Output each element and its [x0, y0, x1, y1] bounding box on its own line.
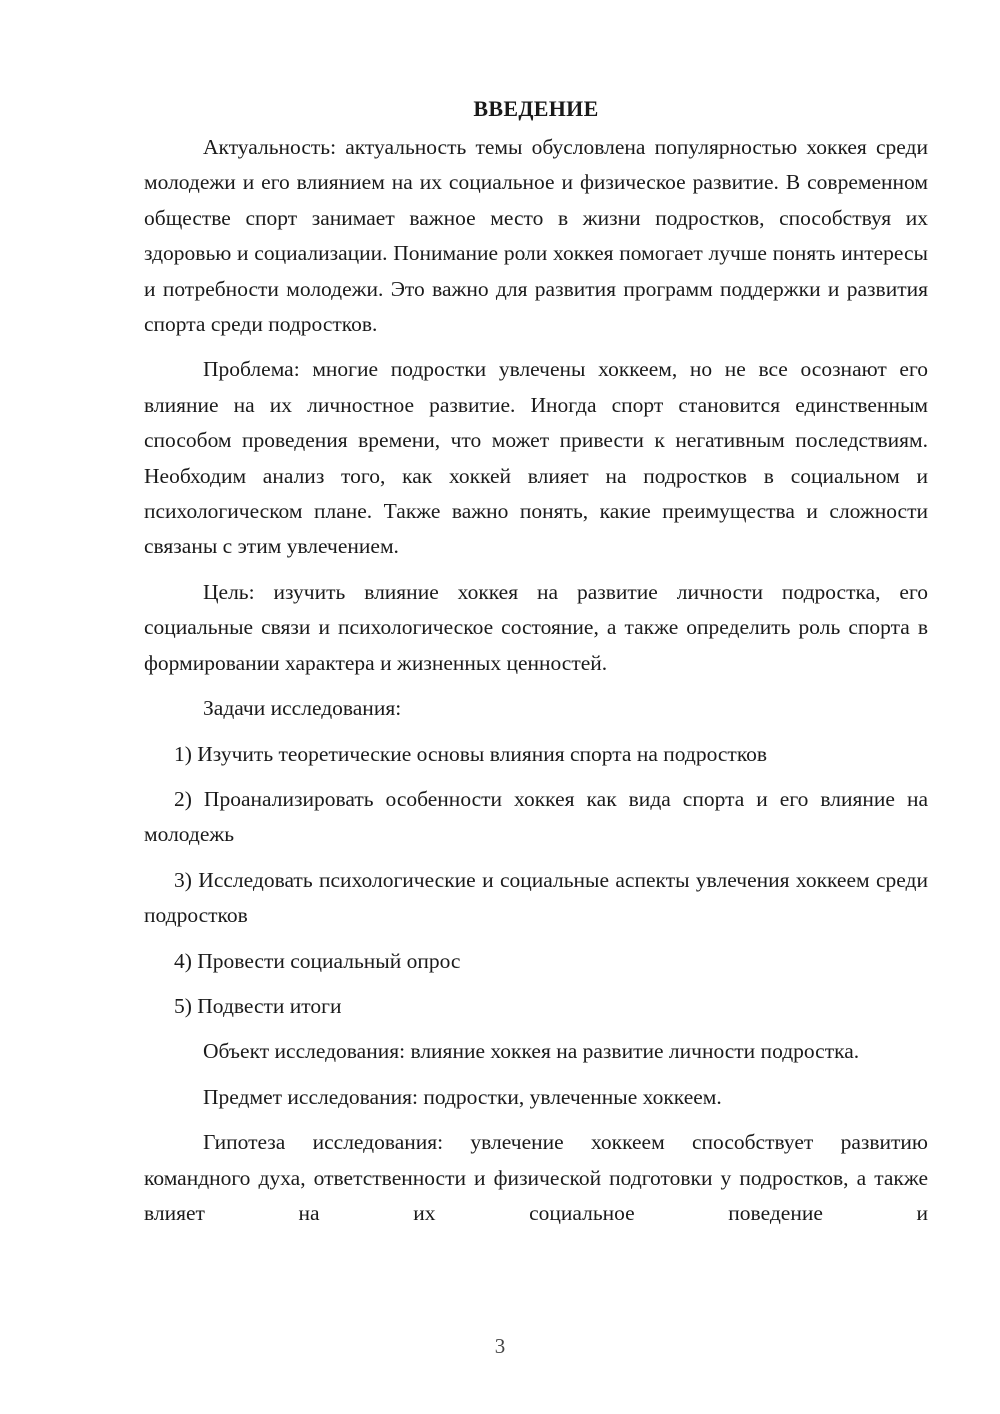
task-item-5: 5) Подвести итоги [174, 993, 342, 1018]
task-item-3: 3) Исследовать психологические и социальные аспекты увлечения хоккеем среди подростков [144, 867, 928, 928]
paragraph-problem: Проблема: многие подростки увлечены хоккеем, но не все осознают его влияние на их личностное развитие. Иногда спорт становится единственным способом проведения времени, что может привести к негативным последствиям. Необходим анализ того, как хоккей влияет на подростков в социальном и психологическом плане. Также важно понять, какие преимущества и сложности связаны с этим увлечением. [144, 357, 928, 559]
paragraph-hypothesis: Гипотеза исследования: увлечение хоккеем способствует развитию командного духа, ответственности и физической подготовки у подростков, а также влияет на их социальное поведение и [144, 1130, 928, 1225]
task-item-1: 1) Изучить теоретические основы влияния спорта на подростков [174, 741, 768, 766]
section-title: ВВЕДЕНИЕ [473, 96, 599, 121]
paragraph-relevance: Актуальность: актуальность темы обусловлена популярностью хоккея среди молодежи и его влиянием на их социальное и физическое развитие. В современном обществе спорт занимает важное место в жизни подростков, способствуя их здоровью и социализации. Понимание роли хоккея помогает лучше понять интересы и потребности молодежи. Это важно для развития программ поддержки и развития спорта среди подростков. [144, 135, 928, 337]
task-item-2: 2) Проанализировать особенности хоккея как вида спорта и его влияние на молодежь [144, 786, 928, 847]
task-item-4: 4) Провести социальный опрос [174, 948, 461, 973]
document-page [144, 94, 928, 1241]
paragraph-goal: Цель: изучить влияние хоккея на развитие личности подростка, его социальные связи и психологическое состояние, а также определить роль спорта в формировании характера и жизненных ценностей. [144, 579, 928, 675]
paragraph-object: Объект исследования: влияние хоккея на развитие личности подростка. [203, 1039, 860, 1064]
tasks-heading: Задачи исследования: [203, 696, 402, 721]
page-number: 3 [494, 1334, 506, 1358]
paragraph-subject: Предмет исследования: подростки, увлеченные хоккеем. [203, 1084, 722, 1109]
